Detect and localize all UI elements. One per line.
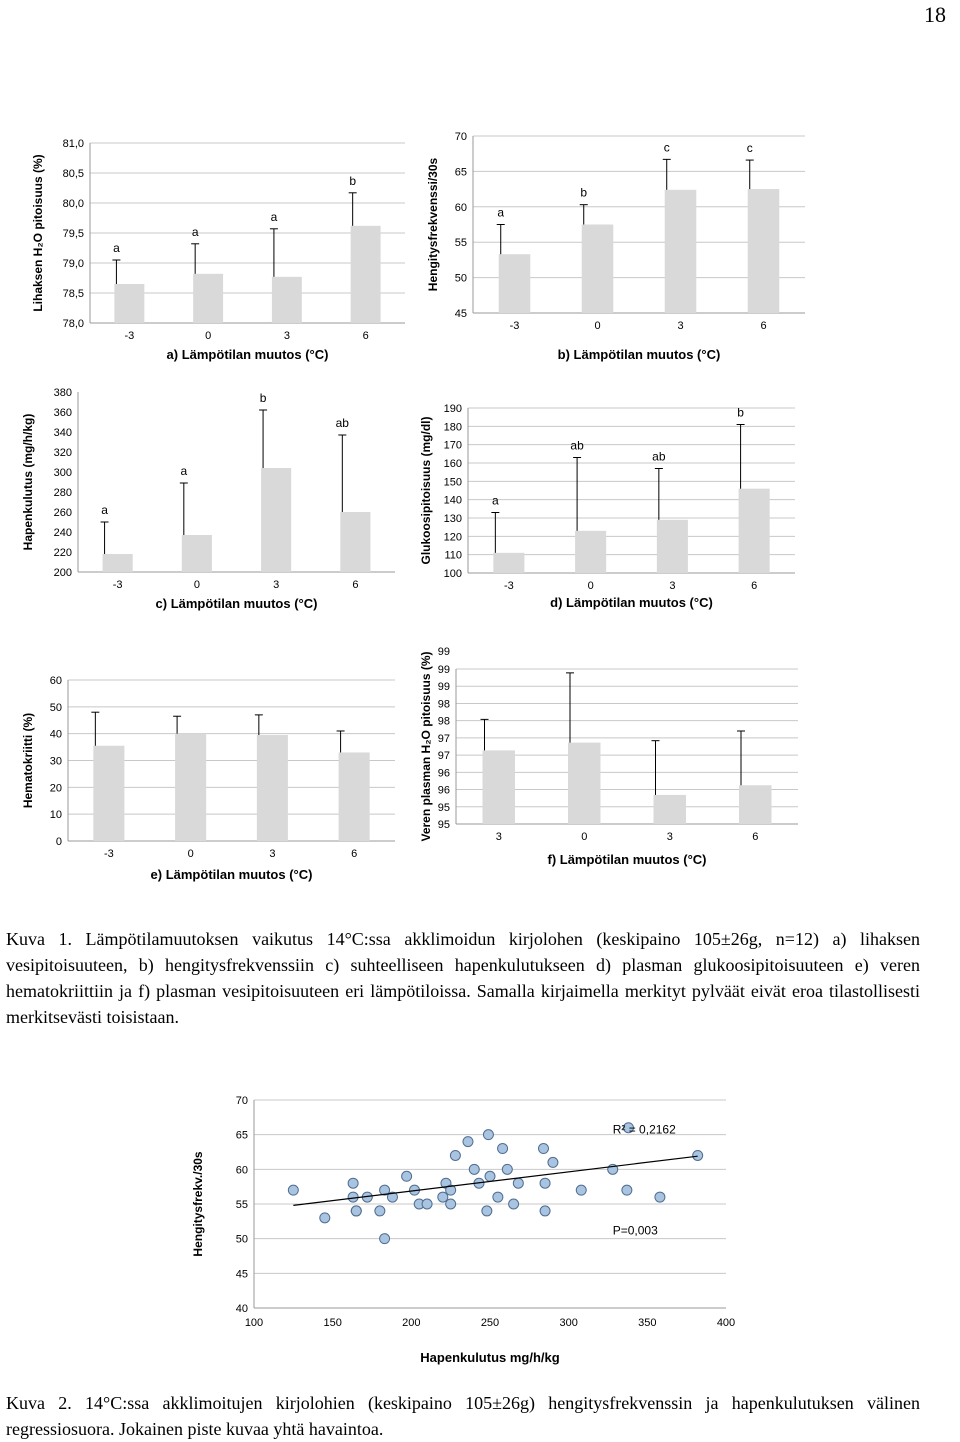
data-point <box>485 1171 495 1181</box>
chart-svg-f <box>418 640 803 872</box>
x-tick-label: 6 <box>362 330 369 342</box>
y-tick-label: 95 <box>437 801 450 814</box>
data-point <box>493 1192 503 1202</box>
bar <box>665 190 697 313</box>
data-point <box>446 1199 456 1209</box>
x-tick-label: 0 <box>587 580 594 592</box>
chart-c <box>20 386 405 616</box>
significance-letter: a <box>113 241 120 255</box>
y-tick-label: 60 <box>49 675 62 687</box>
y-tick-label: 97 <box>437 732 450 745</box>
y-tick-label: 100 <box>443 568 462 580</box>
significance-letter: c <box>746 141 753 156</box>
y-tick-label: 96 <box>437 784 450 797</box>
data-point <box>348 1178 358 1188</box>
x-axis-label: a) Lämpötilan muutos (°C) <box>166 347 329 362</box>
y-tick-label: 79,5 <box>62 228 84 240</box>
y-tick-label: 99 <box>437 664 450 676</box>
p-value-label: P=0,003 <box>612 1223 658 1238</box>
x-tick-label: 3 <box>283 330 290 342</box>
x-axis-label: e) Lämpötilan muutos (°C) <box>150 867 313 882</box>
y-tick-label: 150 <box>443 476 462 489</box>
y-tick-label: 95 <box>437 819 450 831</box>
bar <box>748 189 780 313</box>
data-point <box>538 1144 548 1154</box>
bar <box>739 489 770 573</box>
y-axis-label: Hengitysfrekvenssi/30s <box>426 157 440 292</box>
significance-letter: a <box>191 224 199 239</box>
bar <box>182 535 212 572</box>
x-tick-label: 0 <box>187 848 194 860</box>
y-tick-label: 80,5 <box>62 168 84 180</box>
chart-e <box>20 672 405 887</box>
bar <box>654 795 686 824</box>
x-tick-label: -3 <box>103 848 114 860</box>
data-point <box>622 1185 632 1195</box>
x-tick-label: -3 <box>503 580 514 592</box>
bar <box>575 531 606 573</box>
x-axis-label: f) Lämpötilan muutos (°C) <box>547 852 707 867</box>
x-tick-label: 100 <box>244 1317 264 1329</box>
y-tick-label: 55 <box>235 1199 248 1211</box>
y-tick-label: 40 <box>235 1303 248 1315</box>
x-tick-label: 300 <box>559 1317 578 1329</box>
data-point <box>513 1178 523 1188</box>
bar <box>499 254 531 313</box>
y-tick-label: 70 <box>235 1095 248 1107</box>
y-axis-label: Hematokriitti (%) <box>21 712 35 809</box>
x-tick-label: 0 <box>594 320 601 332</box>
bar <box>261 468 291 572</box>
y-tick-label: 98 <box>437 698 450 711</box>
x-tick-label: 3 <box>677 320 684 332</box>
bar <box>93 746 124 841</box>
x-tick-label: 400 <box>716 1317 736 1329</box>
y-tick-label: 60 <box>235 1164 248 1177</box>
x-axis-label: b) Lämpötilan muutos (°C) <box>557 347 721 362</box>
y-tick-label: 50 <box>49 701 62 714</box>
page-number: 18 <box>924 2 946 27</box>
chart-regression <box>190 1090 750 1370</box>
x-tick-label: 6 <box>352 579 359 591</box>
bar <box>351 226 381 323</box>
data-point <box>351 1206 361 1216</box>
data-point <box>693 1150 703 1160</box>
chart-svg-e <box>20 672 405 887</box>
data-point <box>402 1171 412 1181</box>
bar <box>483 750 515 824</box>
significance-letter: b <box>580 185 588 200</box>
y-tick-label: 60 <box>454 201 467 214</box>
y-tick-label: 45 <box>454 308 467 320</box>
x-tick-label: -3 <box>509 320 520 332</box>
y-axis-label: Veren plasman H₂O pitoisuus (%) <box>419 651 433 842</box>
figure2-caption <box>6 1390 920 1442</box>
data-point <box>483 1130 493 1140</box>
y-tick-label: 340 <box>53 427 72 439</box>
y-tick-label: 30 <box>49 755 62 768</box>
significance-letter: c <box>663 140 670 155</box>
data-point <box>498 1144 508 1154</box>
x-tick-label: 350 <box>638 1317 657 1329</box>
bar <box>103 554 133 572</box>
significance-letter: a <box>497 205 505 220</box>
y-tick-label: 0 <box>55 836 62 848</box>
data-point <box>422 1199 432 1209</box>
x-axis-label: Hapenkulutus mg/h/kg <box>420 1350 560 1365</box>
y-tick-label: 220 <box>53 547 72 559</box>
bar <box>272 277 302 323</box>
x-tick-label: 3 <box>269 848 276 860</box>
y-tick-label: 190 <box>443 403 462 415</box>
chart-svg-a <box>30 135 415 367</box>
x-tick-label: 6 <box>752 831 759 843</box>
x-tick-label: 6 <box>351 848 358 860</box>
significance-letter: b <box>737 405 744 420</box>
y-tick-label: 45 <box>235 1268 248 1281</box>
y-axis-label: Hapenkulutus (mg/h/kg) <box>21 413 35 551</box>
data-point <box>450 1150 460 1160</box>
x-tick-label: 200 <box>402 1317 421 1329</box>
bar <box>739 785 771 824</box>
y-tick-label: 97 <box>437 750 450 763</box>
data-point <box>469 1164 479 1174</box>
data-point <box>482 1206 492 1216</box>
data-point <box>380 1234 390 1244</box>
y-tick-label: 240 <box>53 527 72 539</box>
r-squared-label: R² = 0,2162 <box>612 1122 676 1137</box>
y-tick-label: 280 <box>53 487 72 499</box>
y-tick-label: 360 <box>53 407 72 419</box>
x-axis-label: c) Lämpötilan muutos (°C) <box>155 596 318 611</box>
bar <box>657 520 688 573</box>
significance-letter: ab <box>570 438 584 453</box>
x-tick-label: 6 <box>751 580 758 592</box>
y-tick-label: 65 <box>235 1129 248 1142</box>
bar <box>257 735 288 841</box>
x-tick-label: 250 <box>480 1317 500 1329</box>
x-tick-label: 3 <box>669 580 676 592</box>
y-tick-label: 98 <box>437 715 450 728</box>
bar <box>568 743 600 824</box>
y-tick-label: 200 <box>53 567 72 579</box>
y-tick-label: 180 <box>443 421 462 434</box>
significance-letter: ab <box>652 449 666 464</box>
significance-letter: a <box>491 493 499 508</box>
chart-d <box>418 400 803 615</box>
y-tick-label: 78,0 <box>62 318 84 330</box>
y-tick-label: 320 <box>53 447 72 459</box>
y-tick-label: 79,0 <box>62 258 84 270</box>
data-point <box>540 1206 550 1216</box>
y-axis-label: Hengitysfrekv./30s <box>191 1151 205 1257</box>
y-tick-label: 70 <box>454 131 467 143</box>
y-tick-label: 20 <box>49 782 62 795</box>
significance-letter: a <box>270 209 278 224</box>
figure1-caption <box>6 926 920 1030</box>
x-tick-label: 0 <box>581 831 588 843</box>
data-point <box>540 1178 550 1188</box>
y-tick-label: 140 <box>443 494 462 507</box>
data-point <box>463 1137 473 1147</box>
chart-svg-d <box>418 400 803 615</box>
figure1-caption-text: Kuva 1. Lämpötilamuutoksen vaikutus 14°C:ssa akklimoidun kirjolohen (keskipaino 105±26g, n=12) a) lihaksen vesipitoisuuteen, b) hengitysfrekvenssiin c) suhteelliseen hapenkulutukseen d) plasman glukoosipitoisuuteen e) veren hematokriittiin ja f) plasman vesipitoisuuteen eri lämpötiloissa. Samalla kirjaimella merkityt pylväät eivät eroa tilastollisesti merkitsevästi toisistaan. <box>6 929 920 1027</box>
significance-letter: a <box>101 503 108 517</box>
significance-letter: b <box>259 391 267 405</box>
bar <box>193 274 223 323</box>
y-tick-label: 65 <box>454 166 467 179</box>
x-tick-label: 0 <box>205 330 212 342</box>
y-tick-label: 160 <box>443 458 462 470</box>
y-tick-label: 78,5 <box>62 288 84 300</box>
x-tick-label: 3 <box>273 579 280 591</box>
y-tick-label: 81,0 <box>62 138 84 150</box>
y-tick-label: 300 <box>53 467 72 479</box>
x-tick-label: 150 <box>323 1317 342 1329</box>
chart-b <box>425 130 810 367</box>
y-axis-label: Lihaksen H₂O pitoisuus (%) <box>31 154 45 312</box>
chart-a <box>30 135 415 367</box>
data-point <box>502 1164 512 1174</box>
x-tick-label: 6 <box>760 320 767 332</box>
data-point <box>655 1192 665 1202</box>
x-tick-label: 3 <box>495 831 502 843</box>
data-point <box>509 1199 519 1209</box>
y-tick-label: 50 <box>454 272 467 285</box>
x-tick-label: -3 <box>124 330 135 342</box>
significance-letter: b <box>349 173 357 188</box>
data-point <box>576 1185 586 1195</box>
y-tick-label: 40 <box>49 728 62 741</box>
bar <box>493 553 524 573</box>
y-tick-label: 80,0 <box>62 198 84 210</box>
bar <box>340 512 370 572</box>
data-point <box>438 1192 448 1202</box>
y-axis-label: Glukoosipitoisuus (mg/dl) <box>419 416 433 565</box>
bar <box>339 752 370 841</box>
y-tick-label: 55 <box>454 237 467 250</box>
data-point <box>548 1157 558 1167</box>
chart-f <box>418 640 803 872</box>
x-axis-label: d) Lämpötilan muutos (°C) <box>550 595 713 610</box>
chart-svg-regression <box>190 1090 750 1370</box>
y-tick-label: 99 <box>437 681 450 694</box>
significance-letter: a <box>180 464 188 478</box>
data-point <box>320 1213 330 1223</box>
y-tick-label: 260 <box>53 507 72 519</box>
x-tick-label: 0 <box>193 579 200 591</box>
figure2-caption-text: Kuva 2. 14°C:ssa akklimoitujen kirjolohien (keskipaino 105±26g) hengitysfrekvenssin ja hapenkulutuksen välinen regressiosuora. Jokainen piste kuvaa yhtä havaintoa. <box>6 1393 920 1439</box>
bar <box>582 225 614 314</box>
bar <box>114 284 144 323</box>
x-tick-label: -3 <box>112 579 123 591</box>
y-tick-label: 380 <box>53 387 72 399</box>
y-tick-label: 170 <box>443 439 462 452</box>
data-point <box>348 1192 358 1202</box>
y-tick-label: 110 <box>444 549 462 562</box>
y-top-label: 99 <box>437 646 450 658</box>
significance-letter: ab <box>335 416 349 430</box>
y-tick-label: 50 <box>235 1233 248 1246</box>
chart-svg-c <box>20 386 405 616</box>
y-tick-label: 10 <box>49 809 62 822</box>
chart-svg-b <box>425 130 810 367</box>
bar <box>175 734 206 841</box>
y-tick-label: 96 <box>437 767 450 780</box>
data-point <box>288 1185 298 1195</box>
y-tick-label: 130 <box>443 513 462 525</box>
x-tick-label: 3 <box>666 831 673 843</box>
data-point <box>375 1206 385 1216</box>
y-tick-label: 120 <box>443 531 462 544</box>
